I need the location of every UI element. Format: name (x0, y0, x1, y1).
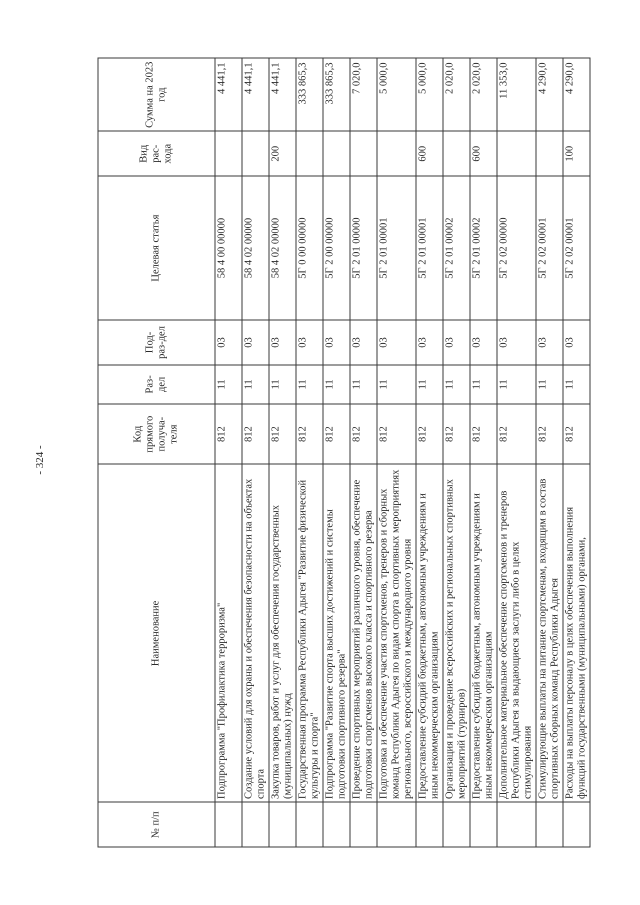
table-row (296, 58, 323, 847)
row-amount: 333 865,3 (296, 58, 323, 131)
row-type (296, 131, 323, 176)
row-code: 812 (323, 404, 350, 464)
row-subsection: 03 (377, 320, 416, 365)
row-amount: 4 290,0 (563, 58, 590, 131)
header-code: Код прямого получа-теля (98, 404, 215, 464)
budget-table-container (98, 58, 588, 848)
table-row (416, 58, 443, 847)
row-amount: 4 441,1 (215, 58, 242, 131)
row-target: 5Г 2 01 00001 (416, 176, 443, 320)
row-target: 58 4 02 00000 (269, 176, 296, 320)
row-subsection: 03 (296, 320, 323, 365)
row-subsection: 03 (242, 320, 269, 365)
row-target: 5Г 2 02 00001 (536, 176, 563, 320)
row-type (536, 131, 563, 176)
row-type: 200 (269, 131, 296, 176)
header-num: № п/п (98, 802, 215, 847)
row-name: Предоставление субсидий бюджетным, автономным учреждениям и иным некоммерческим организациям (416, 464, 443, 802)
header-target: Целевая статья (98, 176, 215, 320)
row-code: 812 (443, 404, 470, 464)
row-code: 812 (416, 404, 443, 464)
row-code: 812 (269, 404, 296, 464)
header-name: Наименование (98, 464, 215, 802)
row-amount: 7 020,0 (350, 58, 377, 131)
row-num (269, 802, 296, 847)
row-num (242, 802, 269, 847)
row-section: 11 (377, 365, 416, 404)
table-body (215, 58, 590, 847)
row-num (416, 802, 443, 847)
row-name: Организация и проведение всероссийских и региональных спортивных мероприятий (турниров) (443, 464, 470, 802)
row-name: Подготовка и обеспечение участия спортсменов, тренеров и сборных команд Республики Адыгея по видам спорта в спортивных мероприятиях регионального, всероссийского и международного уровня (377, 464, 416, 802)
row-target: 5Г 2 01 00001 (377, 176, 416, 320)
table-row (470, 58, 497, 847)
row-amount: 333 865,3 (323, 58, 350, 131)
row-name: Стимулирующие выплаты на питание спортсменам, входящим в состав спортивных сборных команд Республики Адыгея (536, 464, 563, 802)
row-type (443, 131, 470, 176)
row-num (296, 802, 323, 847)
table-row (269, 58, 296, 847)
row-target: 58 4 02 00000 (242, 176, 269, 320)
row-target: 5Г 0 00 00000 (296, 176, 323, 320)
row-name: Подпрограмма "Профилактика терроризма" (215, 464, 242, 802)
row-subsection: 03 (443, 320, 470, 365)
table-row (563, 58, 590, 847)
header-amount: Сумма на 2023 год (98, 58, 215, 131)
row-section: 11 (497, 365, 536, 404)
row-name: Государственная программа Республики Адыгея "Развитие физической культуры и спорта" (296, 464, 323, 802)
table-row (350, 58, 377, 847)
row-type: 600 (470, 131, 497, 176)
row-section: 11 (470, 365, 497, 404)
row-num (377, 802, 416, 847)
row-subsection: 03 (323, 320, 350, 365)
row-target: 5Г 2 01 00002 (470, 176, 497, 320)
table-row (497, 58, 536, 847)
row-subsection: 03 (563, 320, 590, 365)
row-amount: 4 441,1 (242, 58, 269, 131)
row-target: 5Г 2 00 00000 (323, 176, 350, 320)
row-target: 5Г 2 01 00000 (350, 176, 377, 320)
row-section: 11 (242, 365, 269, 404)
row-amount: 4 441,1 (269, 58, 296, 131)
row-amount: 5 000,0 (377, 58, 416, 131)
row-type (377, 131, 416, 176)
row-type: 100 (563, 131, 590, 176)
row-amount: 4 290,0 (536, 58, 563, 131)
table-row (215, 58, 242, 847)
row-target: 5Г 2 02 00001 (563, 176, 590, 320)
row-subsection: 03 (269, 320, 296, 365)
row-code: 812 (215, 404, 242, 464)
page-number: - 324 - (34, 445, 46, 475)
row-name: Предоставление субсидий бюджетным, автономным учреждениям и иным некоммерческим организациям (470, 464, 497, 802)
row-num (563, 802, 590, 847)
row-subsection: 03 (350, 320, 377, 365)
row-code: 812 (563, 404, 590, 464)
row-code: 812 (377, 404, 416, 464)
row-code: 812 (497, 404, 536, 464)
row-section: 11 (269, 365, 296, 404)
row-name: Создание условий для охраны и обеспечения безопасности на объектах спорта (242, 464, 269, 802)
row-num (323, 802, 350, 847)
row-section: 11 (296, 365, 323, 404)
row-name: Расходы на выплаты персоналу в целях обеспечения выполнения функций государственными (муниципальными) органами, (563, 464, 590, 802)
row-type: 600 (416, 131, 443, 176)
row-num (215, 802, 242, 847)
row-subsection: 03 (470, 320, 497, 365)
row-section: 11 (563, 365, 590, 404)
row-type (350, 131, 377, 176)
row-type (242, 131, 269, 176)
row-subsection: 03 (536, 320, 563, 365)
table-row (377, 58, 416, 847)
row-code: 812 (536, 404, 563, 464)
row-name: Закупка товаров, работ и услуг для обеспечения государственных (муниципальных) нужд (269, 464, 296, 802)
table-row (536, 58, 563, 847)
table-header-row (98, 58, 215, 847)
row-section: 11 (323, 365, 350, 404)
row-type (497, 131, 536, 176)
row-target: 58 4 00 00000 (215, 176, 242, 320)
row-code: 812 (470, 404, 497, 464)
row-section: 11 (350, 365, 377, 404)
row-code: 812 (350, 404, 377, 464)
row-subsection: 03 (215, 320, 242, 365)
table-row (242, 58, 269, 847)
table-row (323, 58, 350, 847)
row-name: Проведение спортивных мероприятий различного уровня, обеспечение подготовки спортсменов высокого класса и спортивного резерва (350, 464, 377, 802)
row-num (350, 802, 377, 847)
row-target: 5Г 2 02 00000 (497, 176, 536, 320)
row-amount: 2 020,0 (470, 58, 497, 131)
row-amount: 2 020,0 (443, 58, 470, 131)
row-amount: 5 000,0 (416, 58, 443, 131)
row-amount: 11 353,0 (497, 58, 536, 131)
row-num (443, 802, 470, 847)
row-num (536, 802, 563, 847)
row-type (215, 131, 242, 176)
row-num (497, 802, 536, 847)
row-section: 11 (536, 365, 563, 404)
row-subsection: 03 (497, 320, 536, 365)
header-type: Вид рас-хода (98, 131, 215, 176)
row-section: 11 (215, 365, 242, 404)
row-section: 11 (443, 365, 470, 404)
row-name: Подпрограмма "Развитие спорта высших достижений и системы подготовки спортивного резерва" (323, 464, 350, 802)
table-row (443, 58, 470, 847)
row-code: 812 (242, 404, 269, 464)
row-subsection: 03 (416, 320, 443, 365)
header-section: Раз-дел (98, 365, 215, 404)
budget-table (98, 58, 591, 848)
row-name: Дополнительное материальное обеспечение спортсменов и тренеров Республики Адыгея за выдающиеся заслуги либо в целях стимулирования (497, 464, 536, 802)
row-type (323, 131, 350, 176)
row-code: 812 (296, 404, 323, 464)
row-section: 11 (416, 365, 443, 404)
row-num (470, 802, 497, 847)
row-target: 5Г 2 01 00002 (443, 176, 470, 320)
header-subsection: Под-раз-дел (98, 320, 215, 365)
